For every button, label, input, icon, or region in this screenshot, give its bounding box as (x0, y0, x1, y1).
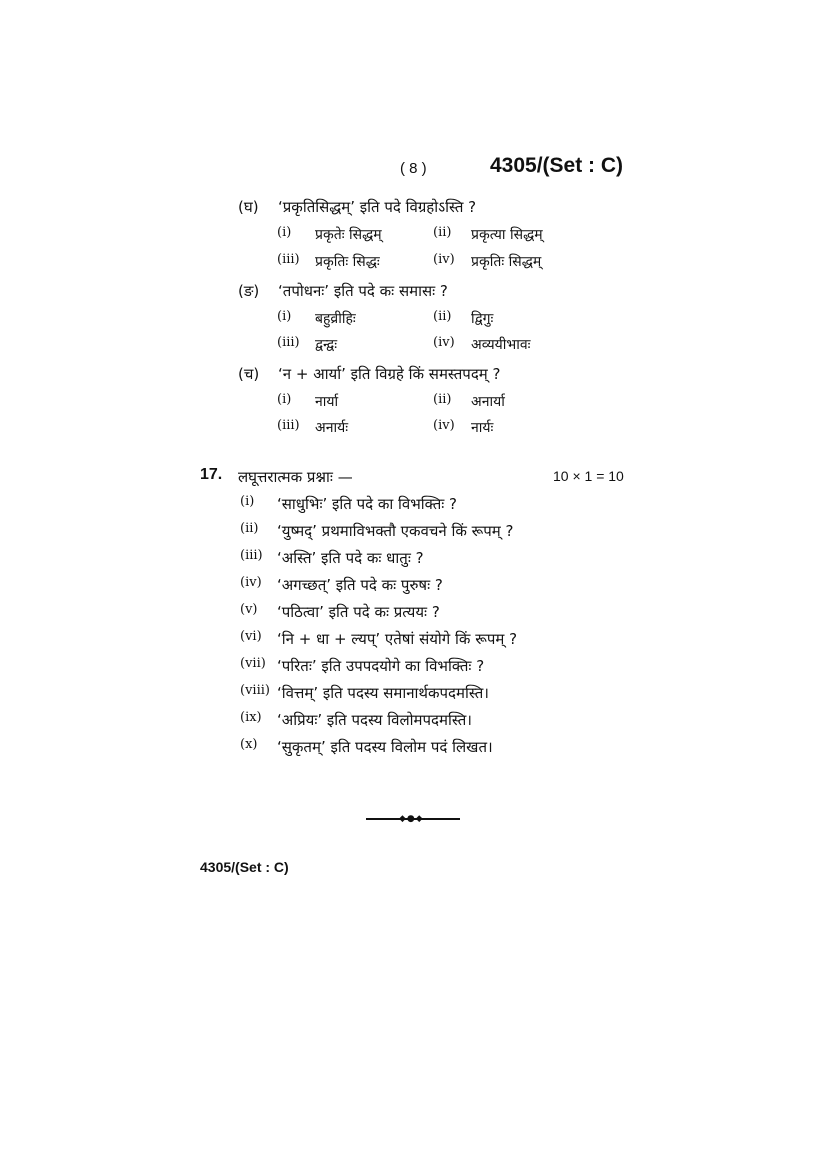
option (277, 252, 427, 272)
option (277, 335, 427, 355)
option-text: बहुव्रीहिः (315, 311, 356, 327)
short-question (240, 575, 640, 597)
item-text: ‘अप्रियः’ इति पदस्य विलोमपदमस्ति। (277, 711, 472, 729)
short-question (240, 548, 640, 570)
option-text: नार्या (315, 394, 339, 410)
item-number: (x) (240, 737, 258, 752)
item-number: (ii) (240, 521, 259, 536)
option-text: द्वन्द्वः (315, 337, 338, 353)
option-number: (i) (277, 392, 292, 407)
option-number: (iv) (433, 335, 455, 350)
option-text: प्रकृतिः सिद्धम् (471, 254, 542, 270)
option-text: प्रकृतिः सिद्धः (315, 254, 380, 270)
short-question (240, 656, 640, 678)
option-number: (iii) (277, 335, 300, 350)
option (433, 225, 613, 245)
option (277, 225, 427, 245)
option-text: द्विगुः (471, 311, 494, 327)
option (433, 392, 613, 412)
option-number: (iv) (433, 252, 455, 267)
option-number: (ii) (433, 225, 452, 240)
question-text: ‘प्रकृतिसिद्धम्’ इति पदे विग्रहोऽस्ति ? (278, 198, 477, 216)
option-text: नार्यः (471, 420, 494, 436)
question-label: (ङ) (238, 282, 260, 300)
option-text: प्रकृत्या सिद्धम् (471, 227, 543, 243)
option (277, 418, 427, 438)
short-question (240, 521, 640, 543)
option (433, 309, 613, 329)
short-question (240, 494, 640, 516)
item-number: (iv) (240, 575, 262, 590)
option (433, 252, 613, 272)
option-number: (iii) (277, 252, 300, 267)
item-number: (i) (240, 494, 255, 509)
short-question (240, 710, 640, 732)
q17-title: लघूत्तरात्मक प्रश्नाः — (238, 468, 353, 486)
item-number: (vi) (240, 629, 262, 644)
item-number: (viii) (240, 683, 270, 698)
item-number: (iii) (240, 548, 263, 563)
question-nga (238, 281, 658, 303)
item-number: (ix) (240, 710, 262, 725)
question-label: (च) (238, 365, 260, 383)
question-label: (घ) (238, 198, 259, 216)
option (277, 309, 427, 329)
item-number: (vii) (240, 656, 266, 671)
item-text: ‘सुकृतम्’ इति पदस्य विलोम पदं लिखत। (277, 738, 493, 756)
item-text: ‘युष्मद्’ प्रथमाविभक्तौ एकवचने किं रूपम् ? (277, 522, 514, 540)
paper-code-header: 4305/(Set : C) (490, 154, 624, 177)
option-text: अनार्या (471, 394, 505, 410)
option-number: (ii) (433, 392, 452, 407)
item-text: ‘पठित्वा’ इति पदे कः प्रत्ययः ? (277, 603, 440, 621)
item-text: ‘साधुभिः’ इति पदे का विभक्तिः ? (277, 495, 458, 513)
item-text: ‘अस्ति’ इति पदे कः धातुः ? (277, 549, 424, 567)
option (433, 335, 613, 355)
option-text: अनार्यः (315, 420, 349, 436)
end-ornament-icon: ◆●◆ (399, 814, 424, 824)
question-text: ‘तपोधनः’ इति पदे कः समासः ? (278, 282, 448, 300)
item-text: ‘अगच्छत्’ इति पदे कः पुरुषः ? (277, 576, 443, 594)
option-number: (i) (277, 225, 292, 240)
question-cha (238, 364, 658, 386)
paper-code-footer: 4305/(Set : C) (200, 859, 289, 875)
item-number: (v) (240, 602, 258, 617)
short-question (240, 629, 640, 651)
marks-allocation: 10 × 1 = 10 (553, 468, 624, 484)
option-text: अव्ययीभावः (471, 337, 531, 353)
option-text: प्रकृतेः सिद्धम् (315, 227, 382, 243)
option-number: (iii) (277, 418, 300, 433)
short-question (240, 683, 640, 705)
option (433, 418, 613, 438)
short-question (240, 602, 640, 624)
item-text: ‘वित्तम्’ इति पदस्य समानार्थकपदमस्ति। (277, 684, 489, 702)
question-gha (238, 197, 658, 219)
item-text: ‘नि + धा + ल्यप्’ एतेषां संयोगे किं रूपम् ? (277, 630, 518, 648)
short-question (240, 737, 640, 759)
question-number: 17. (200, 466, 223, 483)
option (277, 392, 427, 412)
option-number: (i) (277, 309, 292, 324)
option-number: (ii) (433, 309, 452, 324)
question-text: ‘न + आर्या’ इति विग्रहे किं समस्तपदम् ? (278, 365, 501, 383)
option-number: (iv) (433, 418, 455, 433)
page-number: ( 8 ) (400, 160, 427, 177)
item-text: ‘परितः’ इति उपपदयोगे का विभक्तिः ? (277, 657, 485, 675)
